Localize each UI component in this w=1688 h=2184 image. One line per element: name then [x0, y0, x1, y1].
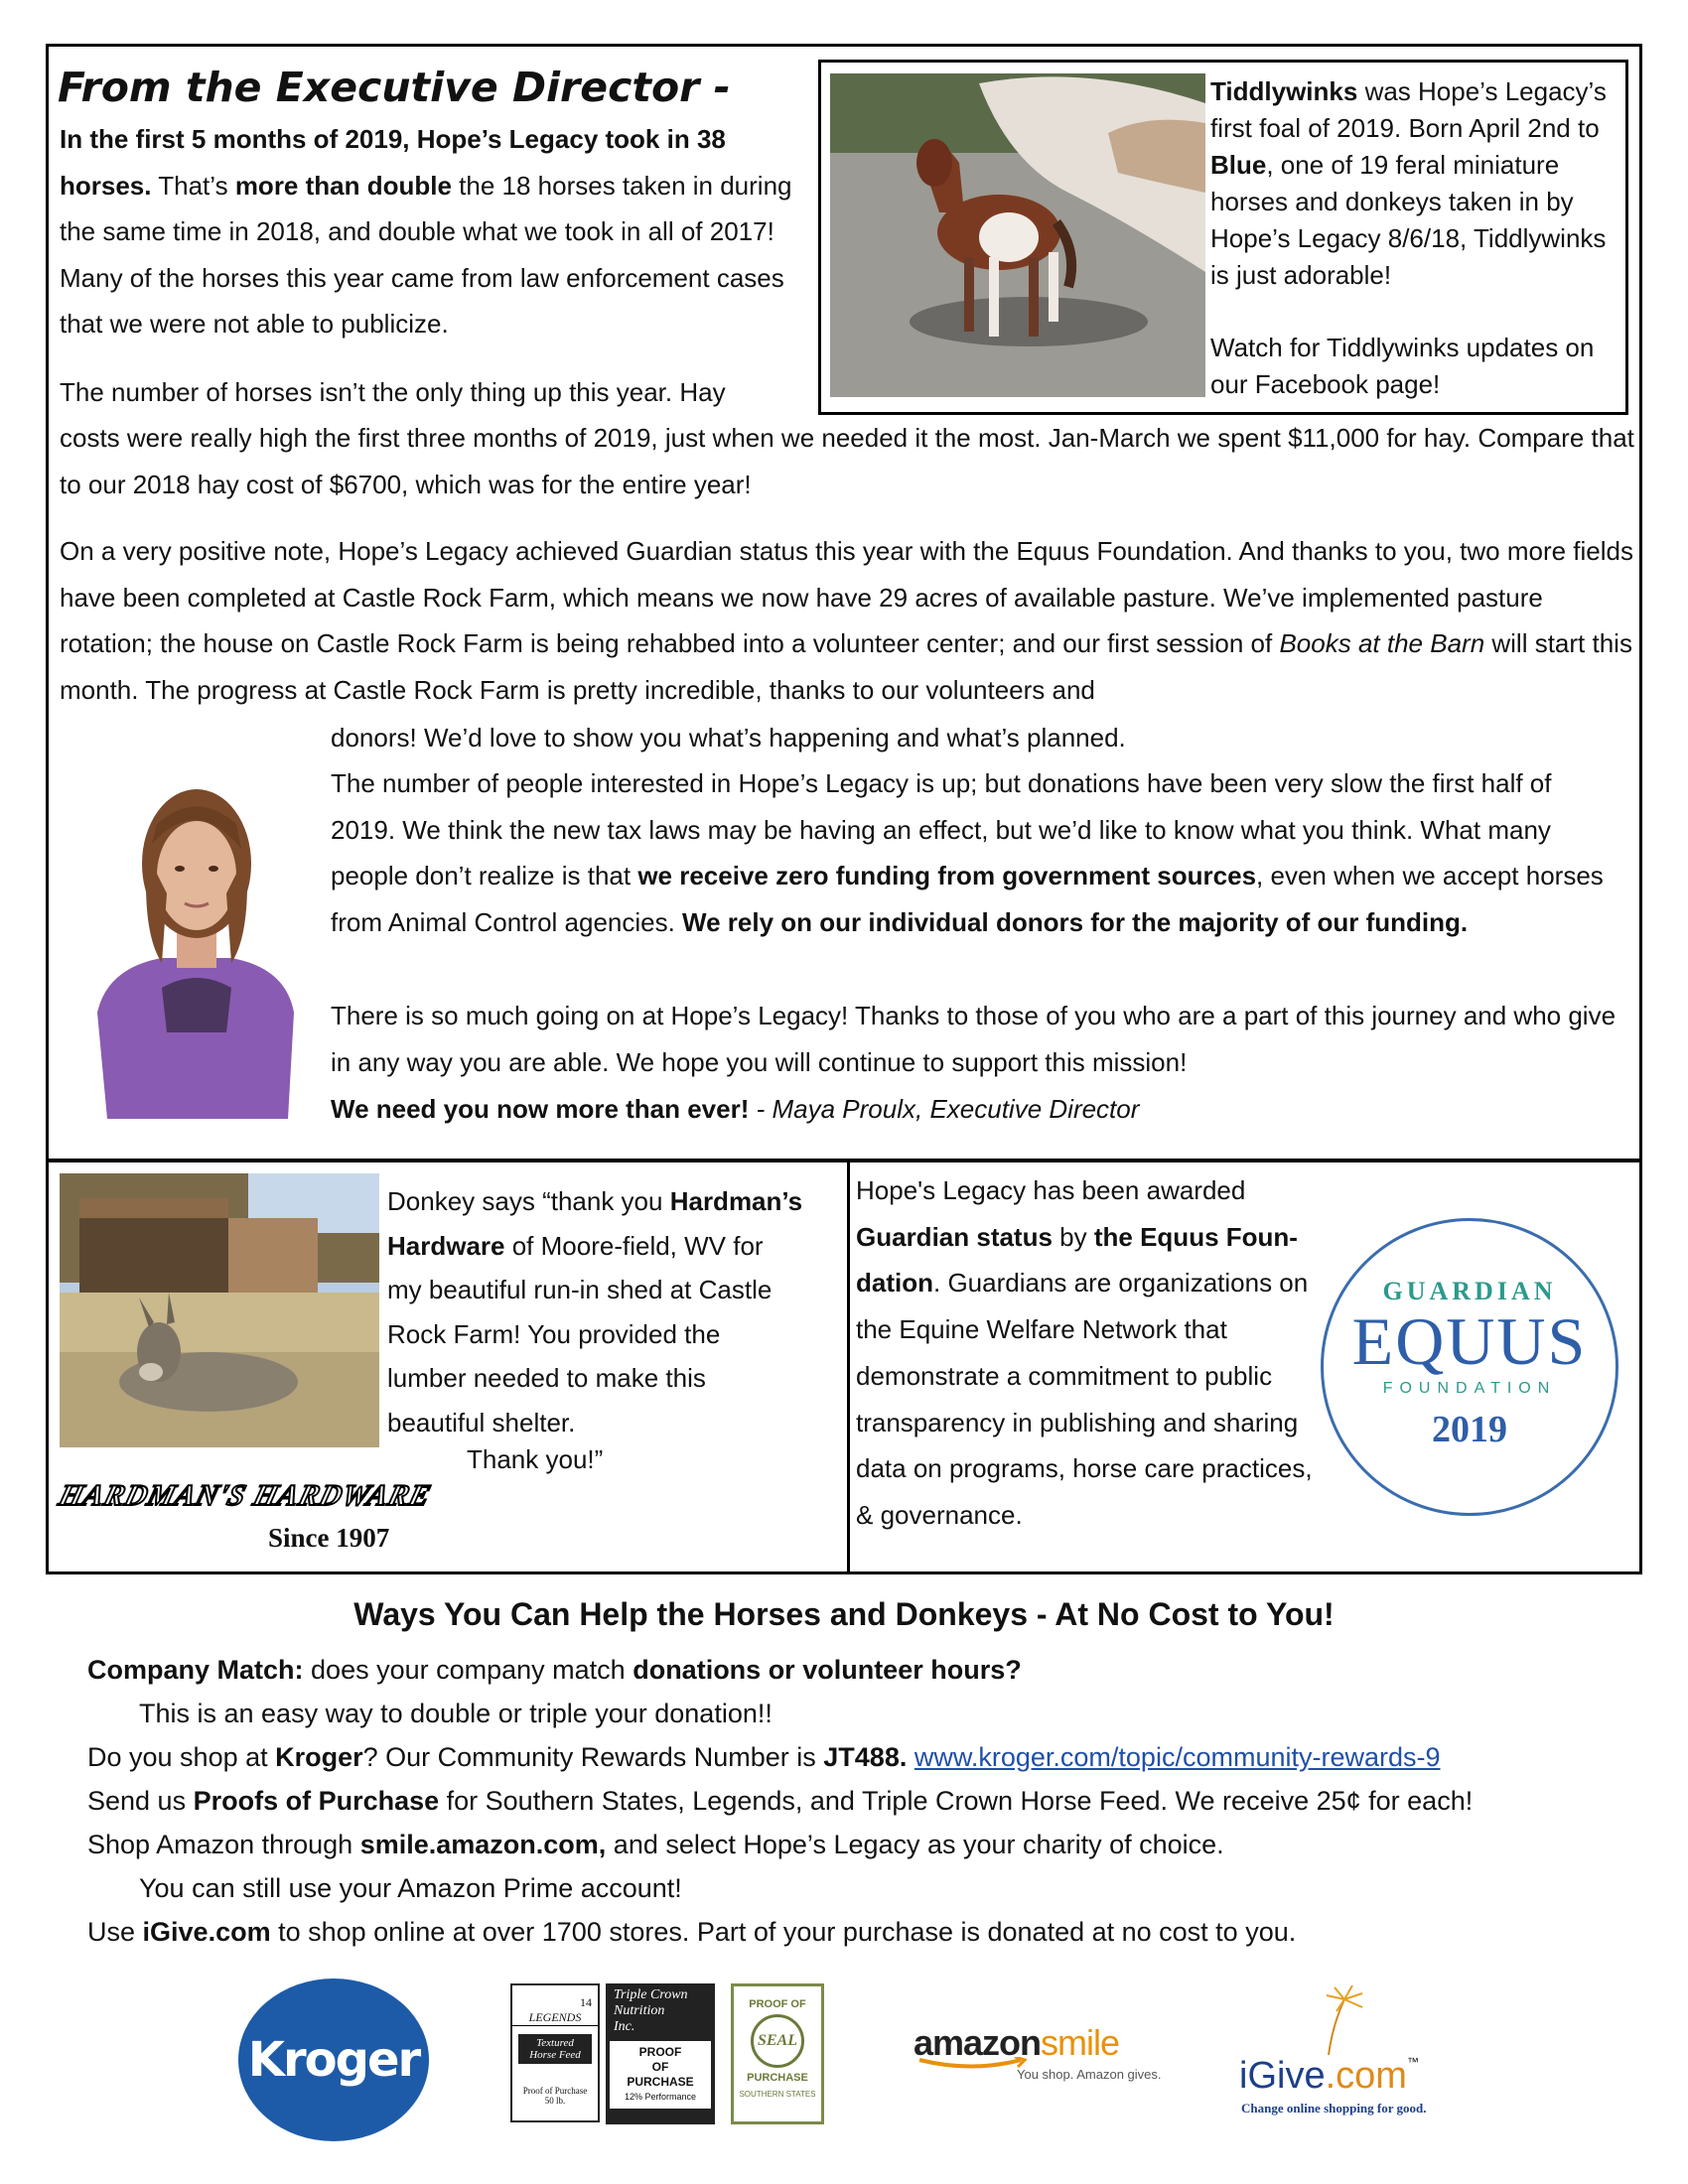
kroger-logo-text: Kroger: [247, 2032, 420, 2088]
tc-purchase: PURCHASE: [627, 2075, 694, 2089]
text-run: Blue: [1210, 150, 1267, 180]
text-run: [907, 1742, 914, 1772]
tc-line3: Inc.: [614, 2019, 635, 2034]
donkey-text: [387, 1179, 804, 1444]
director-paragraph-3: [60, 528, 1633, 713]
text-run: Kroger: [275, 1742, 363, 1772]
director-paragraph-2-cont: costs were really high the first three months of 2019, just when we needed it the most. Jan-March we spent $11,000 for hay. Compare that to our 2018 hay cost of $6700, which was for the entire year!: [60, 423, 1634, 499]
director-paragraph-3-cont: donors! We’d love to show you what’s happening and what’s planned.: [331, 723, 1126, 752]
amazon-smile-arrow-icon: [917, 2057, 1027, 2071]
hardmans-logo: [55, 1479, 447, 1559]
amazon-word: amazon: [914, 2022, 1042, 2063]
seal-equus: EQUUS: [1351, 1303, 1588, 1379]
text-run: That’s: [151, 170, 235, 201]
text-run: will start this month. The progress at Castle Rock Farm is pretty incredible, thanks to our volunteers and: [60, 628, 1632, 705]
text-run: Use: [87, 1917, 143, 1947]
text-run: Proofs of Purchase: [193, 1786, 440, 1816]
director-paragraph-1: [60, 116, 794, 347]
kroger-logo[interactable]: [238, 1979, 429, 2141]
text-run: Company Match:: [87, 1655, 304, 1685]
igive-tm: ™: [1406, 2055, 1419, 2069]
igive-logo[interactable]: [1239, 1985, 1458, 2124]
text-run: smile.amazon.com,: [359, 1830, 607, 1859]
donkey-photo: [60, 1173, 379, 1447]
signature: - Maya Proulx, Executive Director: [749, 1094, 1140, 1124]
ways-item: [87, 1823, 1676, 1866]
hardmans-logo-name: HARDMAN'S HARDWARE: [55, 1479, 435, 1512]
director-paragraph-5: There is so much going on at Hope’s Legacy! Thanks to those of you who are a part of this journey and who give in any way you are able. We hope you will continue to support this mission!: [331, 1001, 1617, 1077]
text-run: Hope's Legacy has been awarded: [856, 1175, 1246, 1205]
ways-item: [87, 1910, 1676, 1954]
tc-proof: PROOF: [638, 2045, 682, 2059]
text-run: Shop Amazon through: [87, 1830, 360, 1859]
kroger-rewards-link[interactable]: www.kroger.com/topic/community-rewards-9: [914, 1742, 1441, 1772]
text-run: the 18 horses taken in during the same time in 2018, and double what we took in all of 2017! Many of the horses this year came from law enforcement cases that we were not able to publicize.: [60, 170, 792, 339]
hardmans-since: Since 1907: [268, 1523, 390, 1553]
amazonsmile-logo[interactable]: [914, 2023, 1172, 2093]
ways-list: [87, 1648, 1676, 1954]
text-run: and select Hope’s Legacy as your charity of choice.: [606, 1830, 1224, 1859]
text-run: We rely on our individual donors for the majority of our funding.: [682, 906, 1469, 937]
legends-line2: Horse Feed: [529, 2049, 581, 2061]
legends-num: 14: [580, 1995, 592, 2009]
text-run: Do you shop at: [87, 1742, 276, 1772]
ways-item: [87, 1648, 1676, 1692]
text-run: by: [1052, 1221, 1094, 1252]
igive-tagline: Change online shopping for good.: [1241, 2101, 1427, 2116]
guardian-text: [856, 1167, 1323, 1539]
seal-guardian: GUARDIAN: [1382, 1277, 1557, 1305]
legends-line4: 50 lb.: [544, 2096, 566, 2106]
text-run: donations or volunteer hours?: [633, 1655, 1022, 1685]
text-run: was Hope’s Legacy’s first foal of 2019. Born April 2nd to: [1210, 76, 1607, 143]
text-run: Guardian status: [856, 1221, 1053, 1252]
text-run: Tiddlywinks: [1210, 76, 1358, 106]
text-run: Hardman’s Hardware: [387, 1186, 803, 1261]
text-run: You can still use your Amazon Prime account!: [139, 1873, 682, 1903]
text-run: we receive zero funding from government sources: [637, 861, 1257, 890]
text-run: ? Our Community Rewards Number is: [362, 1742, 824, 1772]
text-run: , one of 19 feral miniature horses and donkeys taken in by Hope’s Legacy 8/6/18, Tiddlywinks is just adorable!: [1210, 150, 1607, 290]
dandelion-icon: [1297, 1985, 1366, 2057]
director-portrait: [68, 764, 324, 1119]
seal-outer-top: PROOF OF: [749, 1998, 806, 2010]
seal-inner: SEAL: [757, 2032, 797, 2049]
triplecrown-proof-of-purchase: [606, 1983, 715, 2124]
donkey-thanks: Thank you!”: [467, 1444, 604, 1474]
text-run: Send us: [87, 1786, 194, 1816]
ways-heading: Ways You Can Help the Horses and Donkeys - At No Cost to You!: [353, 1596, 1335, 1632]
legends-proof-of-purchase: [510, 1983, 600, 2122]
director-title: From the Executive Director -: [58, 64, 731, 111]
text-run: iGive.com: [142, 1917, 271, 1947]
tiddlywinks-caption-2: Watch for Tiddlywinks updates on our Facebook page!: [1210, 333, 1595, 399]
ways-item: [87, 1735, 1676, 1779]
text-run: to shop online at over 1700 stores. Part of your purchase is donated at no cost to you.: [270, 1917, 1297, 1947]
equus-seal: [1321, 1218, 1618, 1516]
tc-line1: Triple Crown: [614, 1987, 688, 2002]
director-closing: [331, 1086, 1621, 1133]
text-run: for Southern States, Legends, and Triple Crown Horse Feed. We receive 25¢ for each!: [439, 1786, 1474, 1816]
amazon-tagline: You shop. Amazon gives.: [1017, 2067, 1162, 2082]
ways-item: [87, 1866, 1676, 1910]
text-run: Books at the Barn: [1279, 628, 1485, 658]
text-run: . Guardians are organizations on the Equine Welfare Network that demonstrate a commitment to public transparency in publishing and sharing data on programs, horse care practices, & governance.: [856, 1268, 1313, 1530]
seal-foundation: FOUNDATION: [1382, 1380, 1557, 1397]
text-run: the Equus Foun-dation: [856, 1221, 1298, 1298]
text-run: of Moore-field, WV for my beautiful run-in shed at Castle Rock Farm! You provided the lumber needed to make this beautiful shelter.: [387, 1230, 773, 1437]
tc-of: OF: [651, 2060, 669, 2074]
seal-outer-bottom: PURCHASE: [747, 2072, 808, 2084]
text-run: This is an easy way to double or triple your donation!!: [139, 1699, 773, 1728]
seal-year: 2019: [1432, 1409, 1507, 1450]
director-paragraph-2-start: The number of horses isn’t the only thing up this year. Hay: [60, 377, 726, 407]
igive-name: iGive: [1239, 2055, 1326, 2097]
text-run: JT488.: [823, 1742, 908, 1772]
smile-word: smile: [1041, 2022, 1120, 2063]
text-run: , even when we accept horses from Animal Control agencies.: [331, 861, 1604, 937]
tiddlywinks-photo: [830, 73, 1205, 397]
ways-item: [87, 1692, 1676, 1735]
legends-name: LEGENDS: [512, 2010, 598, 2026]
director-paragraph-4: [331, 760, 1621, 945]
tc-performance: 12% Performance: [624, 2092, 697, 2102]
text-run: In the first 5 months of 2019, Hope’s Legacy took in 38 horses.: [60, 124, 726, 201]
text-run: On a very positive note, Hope’s Legacy achieved Guardian status this year with the Equus Foundation. And thanks to you, two more fields have been completed at Castle Rock Farm, which means we now have 29 acres of available pasture. We’ve implemented pasture rotation; the house on Castle Rock Farm is being rehabbed into a volunteer center; and our first session of: [60, 536, 1633, 658]
tiddlywinks-caption: [1210, 73, 1619, 294]
closing-bold: We need you now more than ever!: [331, 1094, 750, 1124]
ways-item: [87, 1779, 1676, 1823]
tc-line2: Nutrition: [614, 2003, 665, 2018]
igive-dom: .com: [1325, 2055, 1407, 2097]
legends-line1: Textured: [536, 2037, 574, 2049]
legends-line3: Proof of Purchase: [522, 2086, 588, 2096]
seal-footer: SOUTHERN STATES: [739, 2090, 816, 2099]
text-run: does your company match: [303, 1655, 633, 1685]
text-run: The number of people interested in Hope’s Legacy is up; but donations have been very slow the first half of 2019. We think the new tax laws may be having an effect, but we’d like to know what you think. What many people don’t realize is that: [331, 768, 1552, 890]
southern-states-seal: [731, 1983, 824, 2124]
text-run: Donkey says “thank you: [387, 1186, 670, 1216]
text-run: more than double: [234, 170, 452, 201]
